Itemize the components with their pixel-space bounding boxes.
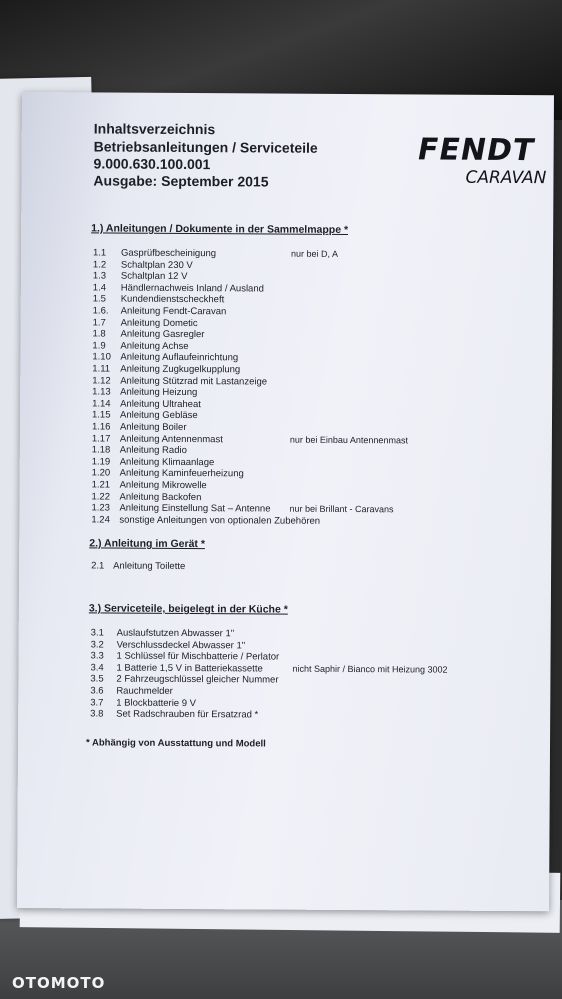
item-label: Anleitung Dometic [120, 317, 198, 329]
item-label: Anleitung Stützrad mit Lastanzeige [120, 375, 268, 388]
item-number: 1.14 [92, 398, 111, 410]
item-label: Anleitung Gasregler [120, 328, 205, 341]
document-page [17, 92, 554, 911]
item-number: 1.19 [91, 456, 111, 468]
item-number: 1.23 [91, 502, 110, 514]
footnote: * Abhängig von Ausstattung und Modell [85, 737, 266, 750]
fendt-logo: FENDT [414, 132, 538, 169]
item-label: Kundendienstscheckheft [120, 293, 225, 306]
item-number: 1.20 [91, 467, 111, 479]
item-number: 1.7 [92, 317, 106, 329]
caravan-logo: CARAVAN [465, 167, 547, 189]
item-label: sonstige Anleitungen von optionalen Zubehören [119, 514, 321, 527]
item-number: 3.1 [90, 627, 104, 639]
item-label: Anleitung Klimaanlage [119, 456, 215, 468]
item-label: Anleitung Einstellung Sat – Antenne [119, 502, 271, 515]
item-label: Anleitung Auflaufeinrichtung [120, 351, 239, 364]
item-label: Anleitung Kaminfeuerheizung [119, 467, 244, 480]
item-number: 1.10 [92, 351, 111, 363]
item-number: 1.18 [91, 444, 111, 456]
item-label: Anleitung Boiler [119, 421, 187, 434]
item-number: 1.4 [92, 282, 107, 294]
item-label: Anleitung Antennenmast [119, 433, 223, 445]
item-number: 1.12 [92, 375, 111, 387]
item-number: 3.3 [90, 650, 104, 662]
item-label: Anleitung Achse [120, 340, 189, 352]
item-number: 1.5 [92, 293, 106, 305]
item-number: 1.13 [92, 386, 111, 398]
item-number: 3.2 [90, 639, 104, 651]
item-number: 1.9 [92, 340, 106, 352]
section-3-title: 3.) Serviceteile, beigelegt in der Küche * [88, 602, 288, 616]
item-label: Händlernachweis Inland / Ausland [120, 282, 264, 295]
item-number: 1.2 [92, 259, 107, 271]
item-label: Set Radschrauben für Ersatzrad * [116, 708, 259, 721]
item-number: 1.11 [92, 363, 111, 375]
header-edition: Ausgabe: September 2015 [93, 172, 269, 190]
item-label: 2 Fahrzeugschlüssel gleicher Nummer [116, 673, 279, 686]
section-1-title: 1.) Anleitungen / Dokumente in der Sammelmappe * [91, 222, 349, 236]
item-number: 1.1 [92, 247, 107, 259]
item-label: Anleitung Ultraheat [120, 398, 201, 410]
item-number: 3.6 [90, 685, 104, 697]
item-number: 1.24 [91, 514, 110, 526]
item-label: Schaltplan 12 V [120, 270, 188, 283]
item-number: 1.8 [92, 328, 106, 340]
item-number: 2.1 [91, 560, 105, 572]
header-document-number: 9.000.630.100.001 [93, 155, 211, 173]
item-label: 1 Schlüssel für Mischbatterie / Perlator [116, 650, 280, 663]
item-label: Rauchmelder [116, 685, 173, 697]
item-note: nur bei Brillant - Caravans [289, 503, 394, 515]
item-label: Anleitung Gebläse [119, 409, 198, 422]
item-number: 1.3 [92, 270, 107, 282]
item-label: Anleitung Zugkugelkupplung [120, 363, 241, 376]
item-number: 1.16 [91, 421, 111, 433]
item-label: Schaltplan 230 V [120, 259, 193, 271]
item-label: 1 Batterie 1,5 V in Batteriekassette [116, 662, 263, 675]
item-label: Verschlussdeckel Abwasser 1" [116, 639, 246, 651]
section-2-title: 2.) Anleitung im Gerät * [89, 537, 205, 551]
item-number: 3.8 [90, 708, 104, 720]
item-note: nur bei D, A [290, 248, 339, 259]
item-note: nur bei Einbau Antennenmast [289, 434, 409, 445]
item-label: Auslaufstutzen Abwasser 1" [116, 627, 235, 640]
header-title: Inhaltsverzeichnis [93, 120, 216, 138]
item-number: 3.5 [90, 673, 104, 685]
item-label: 1 Blockbatterie 9 V [116, 697, 197, 709]
item-number: 1.22 [91, 491, 111, 503]
header-subtitle: Betriebsanleitungen / Serviceteile [93, 138, 318, 156]
item-number: 1.6. [92, 305, 109, 317]
item-label: Anleitung Fendt-Caravan [120, 305, 227, 318]
item-number: 1.17 [91, 433, 111, 445]
item-label: Anleitung Radio [119, 444, 187, 457]
item-label: Anleitung Heizung [120, 386, 198, 399]
item-note: nicht Saphir / Bianco mit Heizung 3002 [292, 663, 448, 675]
otomoto-watermark: OTOMOTO [12, 974, 106, 992]
item-number: 3.7 [90, 697, 104, 709]
item-label: Anleitung Backofen [119, 491, 202, 503]
item-number: 1.21 [91, 479, 111, 491]
item-number: 1.15 [91, 409, 111, 421]
item-number: 3.4 [90, 662, 104, 674]
item-label: Gasprüfbescheinigung [120, 247, 217, 260]
item-label: Anleitung Mikrowelle [119, 479, 207, 492]
item-label: Anleitung Toilette [113, 560, 186, 573]
